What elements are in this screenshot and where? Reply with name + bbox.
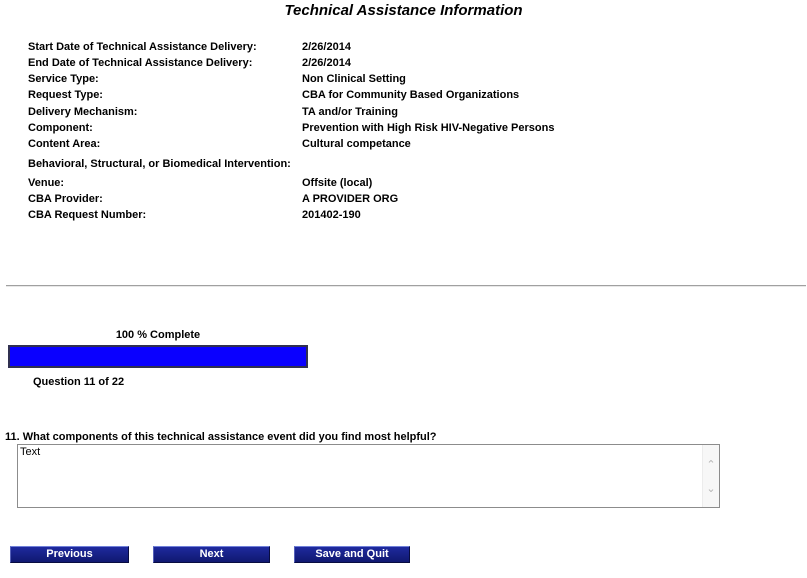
progress-bar — [8, 345, 308, 368]
info-value: 2/26/2014 — [302, 57, 351, 69]
progress-label: 100 % Complete — [115, 329, 201, 341]
question-counter: Question 11 of 22 — [33, 376, 125, 388]
save-and-quit-button[interactable]: Save and Quit — [294, 546, 410, 563]
previous-button[interactable]: Previous — [10, 546, 129, 563]
textarea-scrollbar[interactable] — [702, 445, 719, 507]
question-text: 11. What components of this technical assistance event did you find most helpful? — [5, 431, 437, 443]
info-value: Non Clinical Setting — [302, 73, 406, 85]
info-label: CBA Request Number: — [28, 209, 147, 221]
info-label: Request Type: — [28, 89, 103, 101]
info-label: Delivery Mechanism: — [28, 106, 138, 118]
info-label: Service Type: — [28, 73, 99, 85]
answer-textarea-container — [17, 444, 720, 508]
info-label: Behavioral, Structural, or Biomedical Intervention: — [28, 158, 291, 170]
info-label: End Date of Technical Assistance Delivery: — [28, 57, 253, 69]
next-button[interactable]: Next — [153, 546, 270, 563]
chevron-up-icon[interactable]: ⌃ — [706, 459, 716, 471]
section-divider — [6, 285, 806, 287]
info-value: CBA for Community Based Organizations — [302, 89, 520, 101]
answer-textarea[interactable] — [18, 445, 702, 507]
info-label: CBA Provider: — [28, 193, 103, 205]
info-value: Cultural competance — [302, 138, 411, 150]
info-label: Component: — [28, 122, 93, 134]
info-value: 2/26/2014 — [302, 41, 351, 53]
page-title: Technical Assistance Information — [284, 2, 523, 19]
info-value: Prevention with High Risk HIV-Negative Persons — [302, 122, 555, 134]
chevron-down-icon[interactable]: ⌄ — [706, 483, 716, 495]
info-label: Start Date of Technical Assistance Delivery: — [28, 41, 257, 53]
info-label: Venue: — [28, 177, 65, 189]
info-value: Offsite (local) — [302, 177, 373, 189]
info-value: A PROVIDER ORG — [302, 193, 399, 205]
progress-bar-fill — [10, 347, 306, 366]
info-label: Content Area: — [28, 138, 101, 150]
info-value: 201402-190 — [302, 209, 361, 221]
info-value: TA and/or Training — [302, 106, 398, 118]
